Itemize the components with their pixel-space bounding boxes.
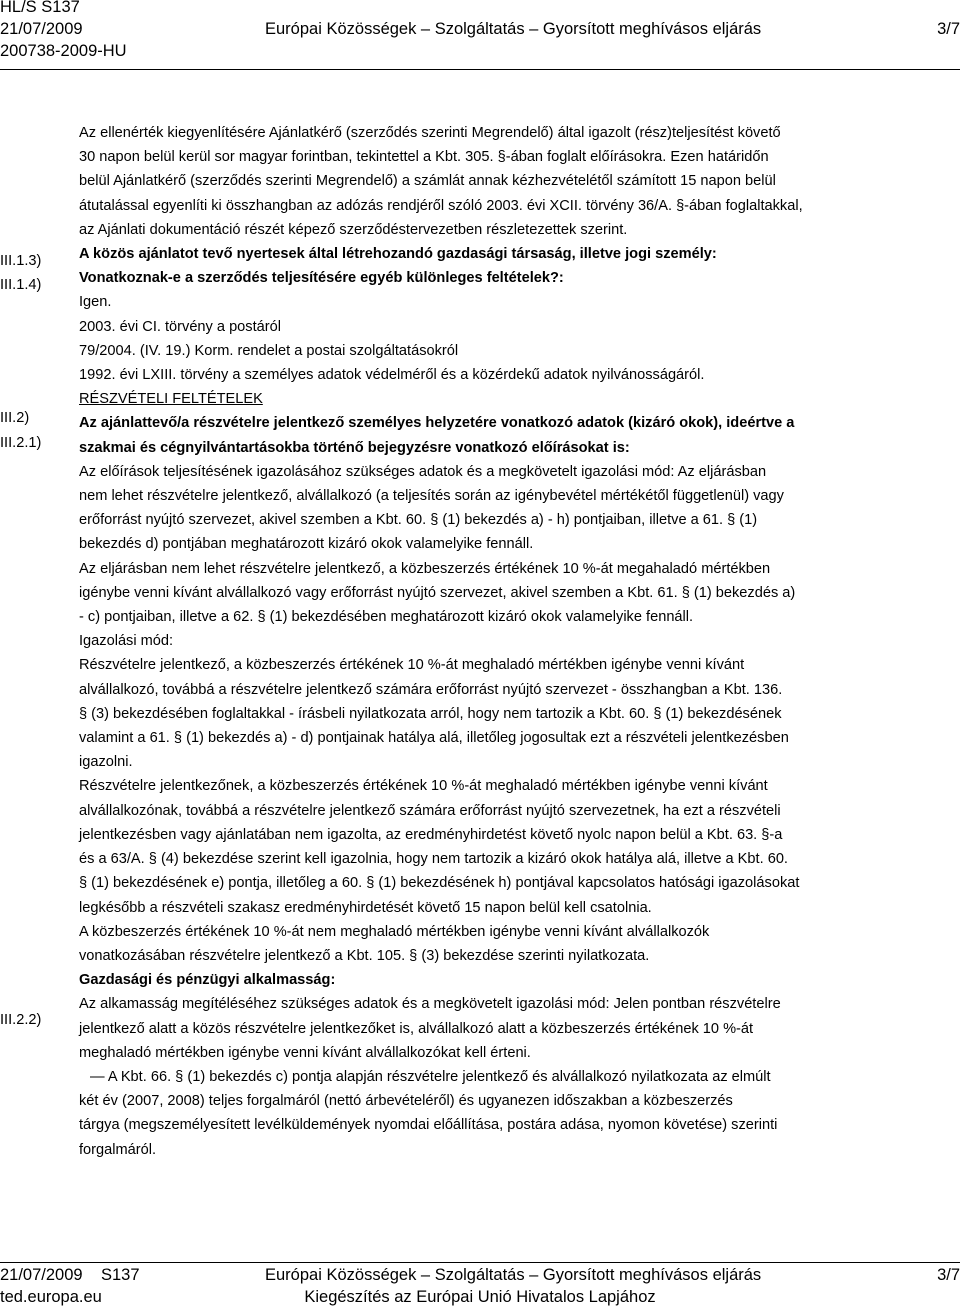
text-line: két év (2007, 2008) teljes forgalmáról (nettó árbevételéről) és ugyanezen időszakban a közbeszerzés: [79, 1093, 733, 1110]
footer-date: 21/07/2009: [0, 1266, 83, 1284]
text-line: jelentkezésben vagy ajánlatában nem igazolta, az eredményhirdetést követő nyolc napon belül a Kbt. 63. §-a: [79, 826, 783, 843]
personal-situation-text: [79, 460, 954, 968]
text-line: § (3) bekezdésében foglaltakkal - írásbeli nyilatkozata arról, hogy nem tartozik a Kbt. 60. § (1) bekezdésének: [79, 705, 782, 722]
heading-participation-conditions: RÉSZVÉTELI FELTÉTELEK: [79, 391, 263, 408]
text-line: — A Kbt. 66. § (1) bekezdés c) pontja alapján részvételre jelentkező és alvállalkozó nyilatkozata az elmúlt: [90, 1068, 771, 1085]
header-doc-id: 200738-2009-HU: [0, 42, 127, 60]
text-line: Az ellenérték kiegyenlítésére Ajánlatkérő (szerződés szerinti Megrendelő) által igazolt (rész)teljesítést követő: [79, 125, 781, 141]
economic-standing-text: [79, 992, 954, 1161]
footer-divider: [0, 1262, 960, 1263]
heading-personal-situation: Az ajánlattevő/a részvételre jelentkező személyes helyzetére vonatkozó adatok (kizáró okok), ideértve a: [79, 415, 795, 432]
heading-economic-standing: Gazdasági és pénzügyi alkalmasság:: [79, 972, 336, 989]
text-line: alvállalkozónak, továbbá a részvételre jelentkező számára erőforrást nyújtó szervezetnek, ha ezt a részvételi: [79, 802, 781, 819]
heading-personal-situation-cont: szakmai és cégnyilvántartásokba történő bejegyzésre vonatkozó előírásokat is:: [79, 439, 630, 456]
text-line: forgalmáról.: [79, 1141, 157, 1158]
text-line: igénybe venni kívánt alvállalkozó vagy erőforrást nyújtó szervezet, akivel szemben a Kbt. 61. § (1) bekezdés a): [79, 584, 796, 601]
text-line: Az eljárásban nem lehet részvételre jelentkező, a közbeszerzés értékének 10 %-át megahaladó mértékben: [79, 560, 771, 577]
header-page-number: 3/7: [937, 20, 960, 38]
heading-special-conditions: Vonatkoznak-e a szerződés teljesítésére egyéb különleges feltételek?:: [79, 270, 564, 287]
text-line: alvállalkozó, továbbá a részvételre jelentkező számára erőforrást nyújtó szervezet - összhangban a Kbt. 136.: [79, 681, 783, 698]
footer-code: S137: [101, 1266, 140, 1284]
header-title: Európai Közösségek – Szolgáltatás – Gyorsított meghívásos eljárás: [265, 20, 762, 38]
footer-publisher: Kiegészítés az Európai Unió Hivatalos Lapjához: [304, 1288, 656, 1306]
text-line: bekezdés d) pontjában meghatározott kizáró okok valamelyike fennáll.: [79, 536, 534, 553]
text-line: meghaladó mértékben igénybe venni kívánt alvállalkozókat kell érteni.: [79, 1044, 531, 1061]
text-line: nem lehet részvételre jelentkező, alvállalkozó (a teljesítés során az igénybevétel mértékétől függetlenül) vagy: [79, 488, 784, 505]
text-line: és a 63/A. § (4) bekezdése szerint kell igazolnia, hogy nem tartozik a kizáró okok hatálya alá, illetve a Kbt. 60.: [79, 851, 788, 868]
text-line: valamint a 61. § (1) bekezdés a) - d) pontjainak hatálya alá, illetőleg jogosultak ezt a részvételi jelentkezésben: [79, 730, 789, 747]
footer-page-number: 3/7: [937, 1266, 960, 1284]
text-line: tárgya (megszemélyesített levélküldemények nyomdai előállítása, postára adása, nyomon követése) szerinti: [79, 1117, 778, 1134]
law-reference: 2003. évi CI. törvény a postáról: [79, 318, 281, 335]
answer-yes: Igen.: [79, 294, 112, 311]
footer-title: Európai Közösségek – Szolgáltatás – Gyorsított meghívásos eljárás: [265, 1266, 762, 1284]
text-line: igazolni.: [79, 754, 133, 771]
page-header: [0, 0, 960, 62]
text-line: A közbeszerzés értékének 10 %-át nem meghaladó mértékben igénybe venni kívánt alvállalkozók: [79, 923, 710, 940]
footer-site-link[interactable]: ted.europa.eu: [0, 1288, 102, 1306]
text-line: vonatkozásában részvételre jelentkező a Kbt. 105. § (3) bekezdése szerinti nyilatkozata.: [79, 947, 650, 964]
law-reference: 79/2004. (IV. 19.) Korm. rendelet a postai szolgáltatásokról: [79, 342, 459, 359]
text-line: átutalással egyenlíti ki összhangban az adózás rendjéről szóló 2003. évi XCII. törvény 36/A. §-ában foglaltakkal,: [79, 197, 803, 214]
text-line: jelentkező alatt a közös részvételre jelentkezőket is, alvállalkozó alatt a közbeszerzés értékének 10 %-át: [79, 1020, 754, 1037]
header-date: 21/07/2009: [0, 20, 83, 38]
section-number-3-2-1: III.2.1): [0, 435, 42, 451]
text-line: - c) pontjaiban, illetve a 62. § (1) bekezdésében meghatározott kizáró okok valamelyike fennáll.: [79, 609, 694, 626]
text-line: 30 napon belül kerül sor magyar forintban, tekintettel a Kbt. 305. §-ában foglalt előírásokra. Ezen határidőn: [79, 149, 769, 166]
text-line: erőforrást nyújtó szervezet, akivel szemben a Kbt. 60. § (1) bekezdés a) - h) pontjaiban, illetve a 61. § (1): [79, 512, 758, 529]
text-line: § (1) bekezdésének e) pontja, illetőleg a 60. § (1) bekezdésének h) pontjával kapcsolatos hatósági igazolásokat: [79, 875, 800, 892]
heading-joint-bidders: A közös ajánlatot tevő nyertesek által létrehozandó gazdasági társaság, illetve jogi személy:: [79, 246, 717, 263]
text-line: Az előírások teljesítésének igazolásához szükséges adatok és a megkövetelt igazolási mód: Az eljárásban: [79, 463, 767, 480]
section-number-3-2-2: III.2.2): [0, 1012, 42, 1028]
text-line: Az alkamasság megítéléséhez szükséges adatok és a megkövetelt igazolási mód: Jelen pontban részvételre: [79, 996, 781, 1013]
header-divider: [0, 69, 960, 70]
section-number-3-2: III.2): [0, 410, 30, 426]
text-line: legkésőbb a részvételi szakasz eredményhirdetését követő 15 napon belül kell csatolnia.: [79, 899, 652, 916]
payment-terms-paragraph: [79, 121, 954, 242]
page-footer: [0, 1264, 960, 1308]
text-line: belül Ajánlatkérő (szerződés szerinti Megrendelő) a számlát annak kézhezvételétől számított 15 napon belül: [79, 173, 776, 190]
section-number-3-1-4: III.1.4): [0, 277, 42, 293]
notice-body: [79, 121, 954, 1162]
text-line: Igazolási mód:: [79, 633, 174, 650]
text-line: Részvételre jelentkező, a közbeszerzés értékének 10 %-át meghaladó mértékben igénybe venni kívánt: [79, 657, 745, 674]
text-line: az Ajánlati dokumentáció részét képező szerződéstervezetben részletezettek szerint.: [79, 221, 628, 238]
header-code: HL/S S137: [0, 0, 80, 16]
law-reference: 1992. évi LXIII. törvény a személyes adatok védelméről és a közérdekű adatok nyilvánosságáról.: [79, 367, 705, 384]
section-number-3-1-3: III.1.3): [0, 253, 42, 269]
text-line: Részvételre jelentkezőnek, a közbeszerzés értékének 10 %-át meghaladó mértékben igénybe venni kívánt: [79, 778, 768, 795]
